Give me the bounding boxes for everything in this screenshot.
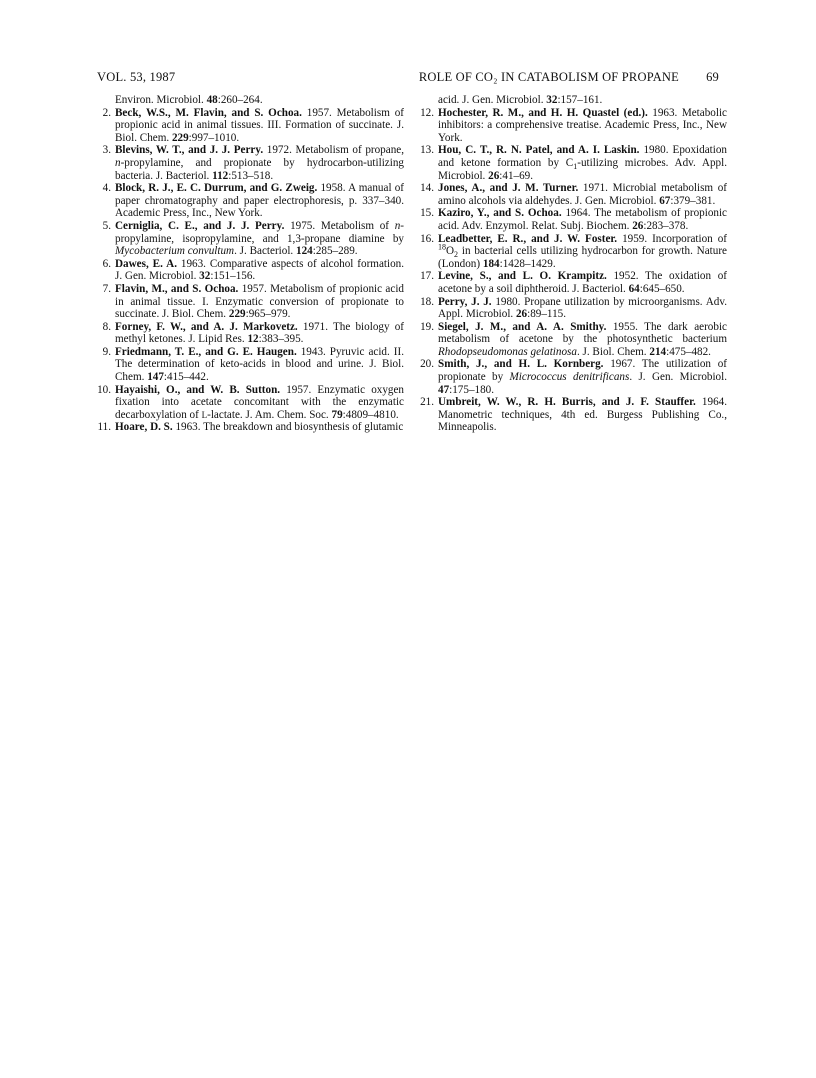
reference-21: 21. Umbreit, W. W., R. H. Burris, and J. F. Stauffer. 1964. Manometric techniques, 4th ed. Burgess Publishing Co., Minneapolis. xyxy=(420,396,727,434)
reference-3: 3. Blevins, W. T., and J. J. Perry. 1972. Metabolism of propane, n-propylamine, and propionate by hydrocarbon-utilizing bacteria. J. Bacteriol. 112:513–518. xyxy=(102,144,404,182)
reference-6: 6. Dawes, E. A. 1963. Comparative aspects of alcohol formation. J. Gen. Microbiol. 32:151–156. xyxy=(102,257,405,283)
reference-10: 10. Hayaishi, O., and W. B. Sutton. 1957. Enzymatic oxygen fixation into acetate concomitant with the enzymatic decarboxylation of L-lactate. J. Am. Chem. Soc. 79:4809–4810. xyxy=(97,383,404,421)
reference-12: 12. Hochester, R. M., and H. H. Quastel (ed.). 1963. Metabolic inhibitors: a comprehensive treatise. Academic Press, Inc., New York. xyxy=(420,106,727,144)
reference-continuation: acid. J. Gen. Microbiol. 32:157–161. xyxy=(438,94,603,106)
reference-11: 11. Hoare, D. S. 1963. The breakdown and biosynthesis of glutamic xyxy=(97,421,404,434)
reference-5: 5. Cerniglia, C. E., and J. J. Perry. 1975. Metabolism of n-propylamine, isopropylamine, and 1,3-propane diamine by Mycobacterium convultum. J. Bacteriol. 124:285–289. xyxy=(102,219,405,258)
volume-label: VOL. 53, 1987 xyxy=(97,70,176,84)
reference-8: 8. Forney, F. W., and A. J. Markovetz. 1971. The biology of methyl ketones. J. Lipid Res. 12:383–395. xyxy=(102,320,405,346)
reference-16: 16. Leadbetter, E. R., and J. W. Foster. 1959. Incorporation of $^{18}O_2$ in bacterial cells utilizing hydrocarbon for growth. Nature (London) 184:1428–1429. xyxy=(420,232,727,270)
right-reference-column xyxy=(420,94,727,434)
reference-4: 4. Block, R. J., E. C. Durrum, and G. Zweig. 1958. A manual of paper chromatography and paper electrophoresis, p. 337–340. Academic Press, Inc., New York. xyxy=(102,182,405,220)
reference-continuation: Environ. Microbiol. 48:260–264. xyxy=(115,94,263,106)
running-title: ROLE OF CO₂ IN CATABOLISM OF PROPANE xyxy=(418,70,679,84)
reference-2: 2. Beck, W.S., M. Flavin, and S. Ochoa. 1957. Metabolism of propionic acid in animal tissues. III. Formation of succinate. J. Biol. Chem. 229:997–1010. xyxy=(102,106,404,144)
reference-17: 17. Levine, S., and L. O. Krampitz. 1952. The oxidation of acetone by a soil diphtheroid. J. Bacteriol. 64:645–650. xyxy=(420,270,727,295)
reference-13: 13. Hou, C. T., R. N. Patel, and A. I. Laskin. 1980. Epoxidation and ketone formation by $C_1$-utilizing microbes. Adv. Appl. Microbiol. 26:41–69. xyxy=(420,144,727,182)
reference-9: 9. Friedmann, T. E., and G. E. Haugen. 1943. Pyruvic acid. II. The determination of keto-acids in blood and urine. J. Biol. Chem. 147:415–442. xyxy=(102,345,404,384)
page-number: 69 xyxy=(706,70,719,84)
reference-14: 14. Jones, A., and J. M. Turner. 1971. Microbial metabolism of amino alcohols via aldehydes. J. Gen. Microbiol. 67:379–381. xyxy=(420,182,727,207)
left-reference-column xyxy=(97,94,404,434)
reference-18: 18. Perry, J. J. 1980. Propane utilization by microorganisms. Adv. Appl. Microbiol. 26:89–115. xyxy=(420,295,727,321)
reference-20: 20. Smith, J., and H. L. Kornberg. 1967. The utilization of propionate by Micrococcus denitrificans. J. Gen. Microbiol. 47:175–180. xyxy=(420,358,728,396)
reference-7: 7. Flavin, M., and S. Ochoa. 1957. Metabolism of propionic acid in animal tissue. I. Enzymatic conversion of propionate to succinate. J. Biol. Chem. 229:965–979. xyxy=(102,282,404,321)
reference-15: 15. Kaziro, Y., and S. Ochoa. 1964. The metabolism of propionic acid. Adv. Enzymol. Relat. Subj. Biochem. 26:283–378. xyxy=(420,207,727,232)
running-header xyxy=(97,70,719,88)
reference-19: 19. Siegel, J. M., and A. A. Smithy. 1955. The dark aerobic metabolism of acetone by the photosynthetic bacterium Rhodopseudomonas gelatinosa. J. Biol. Chem. 214:475–482. xyxy=(420,320,727,358)
